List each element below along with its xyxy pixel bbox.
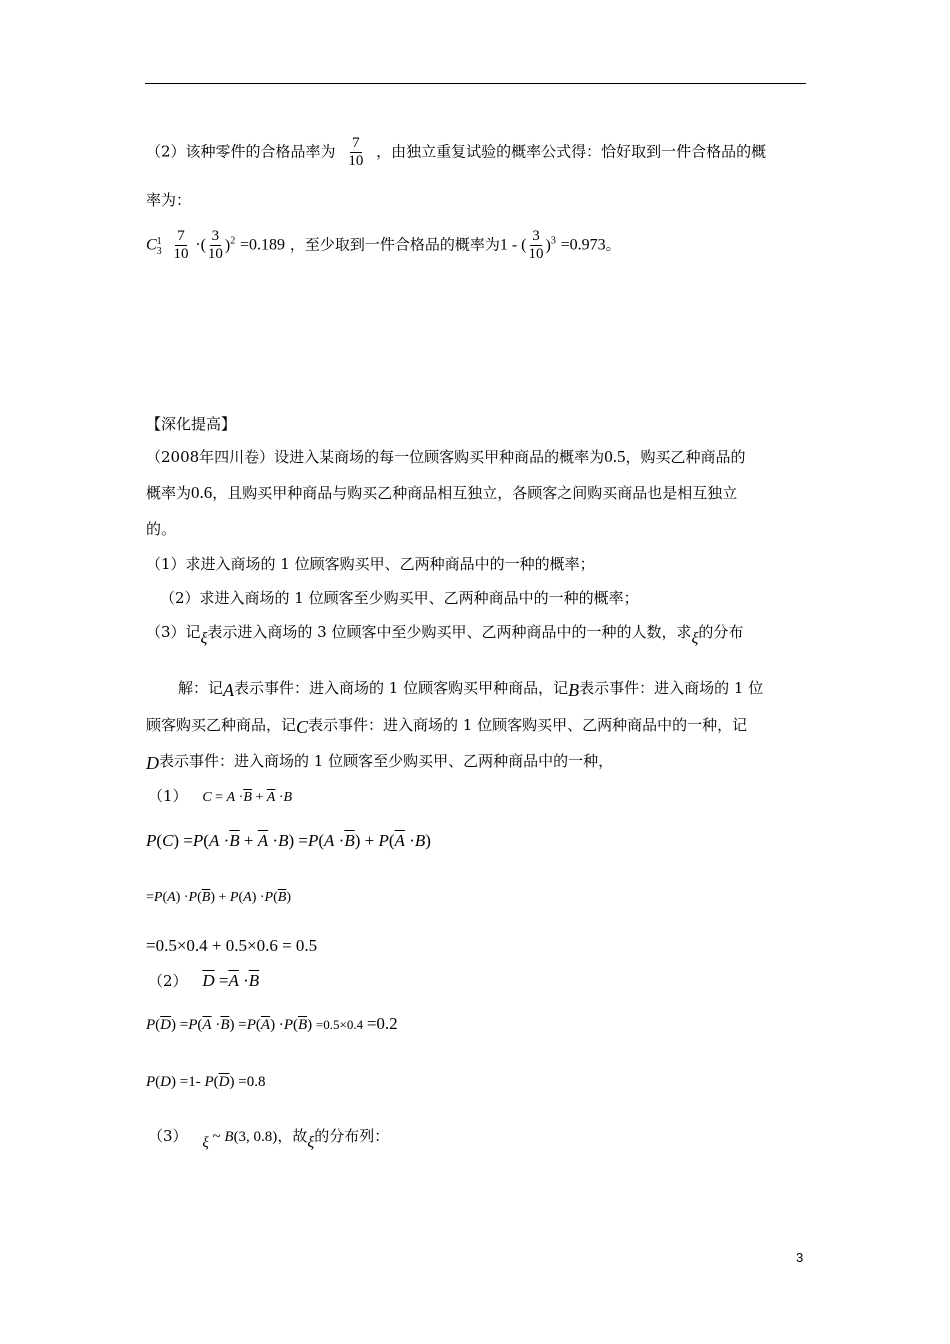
- fraction-7-10: $\frac{7}{10}$: [348, 135, 364, 169]
- part3-solution: （3） ξ ~ B(3, 0.8)，故ξ的分布列：: [148, 1127, 390, 1151]
- header-rule: [145, 83, 806, 84]
- solution-line3: D表示事件：进入商场的 1 位顾客至少购买甲、乙两种商品中的一种，: [146, 752, 614, 773]
- pc-expansion: $P(C) =P(A \cdot\overline{B} + \overline{A} \cdot B) =P(A \cdot\overline{B}) + P(\overline{A} \cdot B)$: [146, 831, 431, 850]
- page-number: 3: [796, 1250, 804, 1265]
- solution-line2: 顾客购买乙种商品，记C表示事件：进入商场的 1 位顾客购买甲、乙两种商品中的一种，记: [146, 716, 748, 737]
- question-1: （1）求进入商场的 1 位顾客购买甲、乙两种商品中的一种的概率；: [146, 555, 595, 573]
- pd-bar: $P(\overline{D}) =P(\overline{A} \cdot\overline{B}) =P(\overline{A}) \cdot P(\overline{B}) =0.5\times 0.4 =0.2$: [146, 1014, 398, 1033]
- section-title: 【深化提高】: [146, 415, 237, 433]
- pd-complement: P(D) =1- $P(\overline{D}) =0.8$: [146, 1074, 266, 1090]
- part2-line2: 率为：: [146, 191, 192, 209]
- problem-line3: 的。: [146, 520, 177, 538]
- problem-line2: 概率为0.6，且购买甲种商品与购买乙种商品相互独立，各顾客之间购买商品也是相互独立: [146, 483, 738, 502]
- pc-result: =0.5×0.4 + 0.5×0.6 = 0.5: [146, 936, 318, 955]
- solution-line1: 解：记A表示事件：进入商场的 1 位顾客购买甲种商品，记B表示事件：进入商场的 1 位: [178, 679, 764, 700]
- part2-formula: $C^1_3$ $\frac{7}{10}$ ·( $\frac{3}{10}$ )$^2$ =0.189 ，至少取到一件合格品的概率为1 - ( $\frac{3}{10}$ )$^3$ =0.973。: [146, 228, 621, 262]
- pc-product: $=P(A) \cdot P(\overline{B}) + P(A) \cdot P(\overline{B})$: [146, 890, 291, 905]
- part1-formula: （1） $C = A \cdot\overline{B} + \overline{A} \cdot B$: [148, 787, 293, 805]
- part2-solution: （2） $\overline{D} =\overline{A} \cdot\overline{B}$: [148, 971, 260, 990]
- part2-line1: （2）该种零件的合格品率为 $\frac{7}{10}$ ，由独立重复试验的概率公式得：恰好取到一件合格品的概: [146, 135, 767, 169]
- question-3: （3）记ξ表示进入商场的 3 位顾客中至少购买甲、乙两种商品中的一种的人数，求ξ的分布: [146, 623, 744, 647]
- problem-line1: （2008年四川卷）设进入某商场的每一位顾客购买甲种商品的概率为0.5，购买乙种商品的: [146, 447, 746, 466]
- question-2: （2）求进入商场的 1 位顾客至少购买甲、乙两种商品中的一种的概率；: [160, 589, 639, 607]
